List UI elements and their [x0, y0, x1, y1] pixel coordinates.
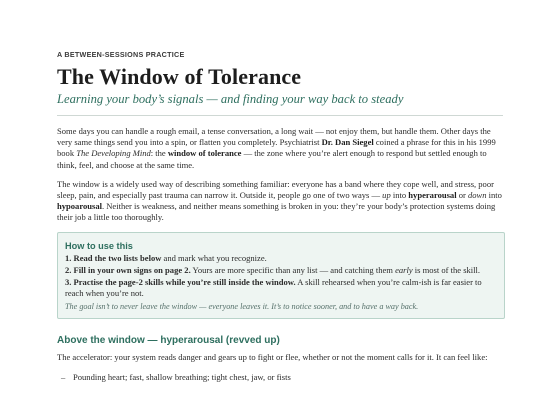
step-3: 3. Practise the page-2 skills while you’re still inside the window. A skill rehearsed when you’re calm-ish is far easier to reach when you’re not.	[65, 277, 482, 299]
how-to-heading: How to use this	[65, 240, 133, 251]
key-term: window of tolerance	[167, 148, 242, 159]
step-2: 2. Fill in your own signs on page 2. Yours are more specific than any list — and catching them early is most of the skill.	[65, 264, 481, 275]
goal-note: The goal isn’t to never leave the window — everyone leaves it. It’s to notice sooner, and to have a way back.	[65, 302, 419, 312]
intro-paragraph-2: The window is a widely used way of describing something familiar: everyone has a band where they cope well, and stress, poor sleep, pain, and especially past trauma can narrow it. Outside it, people go one of two ways — up into hyperarousal or down into hypoarousal. Neither is weakness, and neither means something is broken in you: they’re your body’s protection systems doing their job a little too thoroughly.	[57, 178, 502, 223]
hypoarousal-term: hypoarousal	[57, 201, 102, 212]
kicker-label: A BETWEEN-SESSIONS PRACTICE	[57, 50, 185, 59]
list-item: – Pounding heart; fast, shallow breathing; tight chest, jaw, or fists	[61, 371, 291, 382]
page-title: The Window of Tolerance	[57, 64, 302, 89]
intro-paragraph-1: Some days you can handle a rough email, a tense conversation, a long wait — not enjoy them, but handle them. Other days the very same things send you into a spin, or flatten you completely. Psychiatrist Dr. Dan Siegel coined a phrase for this in his 1999 book The Developing Mind: the window of tolerance — the zone where you’re alert enough to respond but settled enough to think, feel, and choose at the same time.	[57, 126, 496, 170]
step-1: 1. Read the two lists below and mark what you recognize.	[65, 252, 267, 263]
how-to-use-box	[57, 232, 505, 320]
hyperarousal-term: hyperarousal	[408, 190, 457, 201]
book-title: The Developing Mind	[76, 148, 151, 159]
hyperarousal-heading: Above the window — hyperarousal (revved up)	[57, 335, 280, 347]
header-divider	[57, 115, 503, 116]
bullet-dash: –	[61, 371, 66, 382]
hyperarousal-description: The accelerator: your system reads danger and gears up to fight or flee, whether or not the moment calls for it. It can feel like:	[57, 352, 488, 363]
page-subtitle: Learning your body’s signals — and finding your way back to steady	[57, 92, 404, 106]
author-name: Dr. Dan Siegel	[321, 137, 374, 148]
